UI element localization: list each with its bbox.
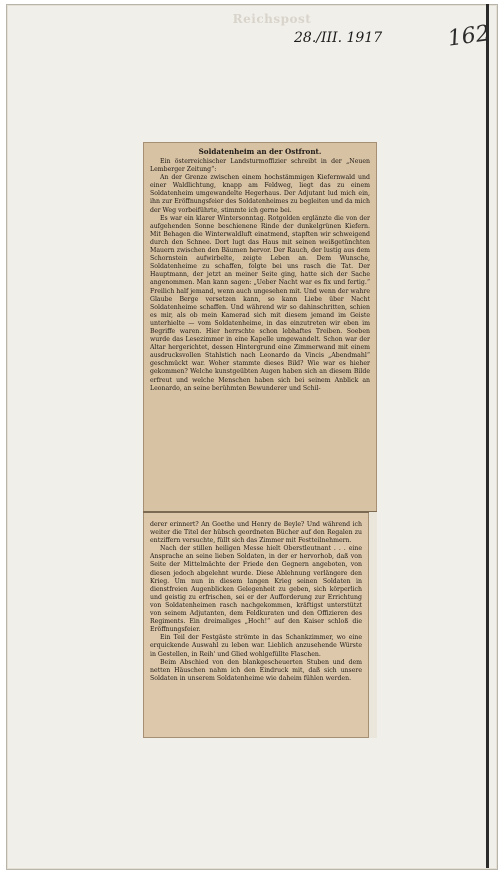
article-paragraph: An der Grenze zwischen einem hochstämmigen Kiefernwald und einer Waldlichtung, knapp am Feldweg, liegt das zu einem Soldatenheim umgewandelte Hegerhaus. Der Adjutant lud mich ein, ihn zur Eröffnungsfeier des Soldatenheimes zu begleiten und da mich der Weg vorbeiführte, stimmte ich gerne bei. bbox=[150, 174, 370, 214]
newspaper-clipping-lower bbox=[143, 512, 369, 738]
clipping-cut-line bbox=[143, 511, 377, 513]
article-paragraph: Beim Abschied von den blankgescheuerten Stuben und dem netten Häuschen nahm ich den Eindruck mit, daß sich unsere Soldaten in unserem Soldatenheime wie daheim fühlen werden. bbox=[150, 658, 362, 682]
article-paragraph: derer erinnert? An Goethe und Henry de Beyle? Und während ich weiter die Titel der hübsch geordneten Bücher auf den Regalen zu entziffern versuchte, füllt sich das Zimmer mit Festteilnehmern. bbox=[150, 521, 362, 545]
article-headline: Soldatenheim an der Ostfront. bbox=[198, 147, 322, 156]
handwritten-date: 28./III. 1917 bbox=[294, 30, 383, 46]
article-paragraph: Es war ein klarer Wintersonntag. Rotgolden erglänzte die von der aufgehenden Sonne beschienene Rinde der dunkelgrünen Kiefern. Mit Behagen die Winterwaldluft einatmend, stapften wir schweigend durch den Schnee. Dort lugt das Haus mit seinen weißgetünchten Mauern zwischen den Bäumen hervor. Der Rauch, der lustig aus dem Schornstein aufwirbelte, zeigte Leben an. Dem Wunsche, Soldatenheime zu schaffen, folgte bei uns rasch die Tat. Der Hauptmann, der jetzt an meiner Seite ging, hatte sich der Sache angenommen. Man kann sagen: „Ueber Nacht war es fix und fertig.“ Freilich half jemand, wenn auch ungesehen mit. Und wenn der wahre Glaube Berge versetzen kann, so kann Liebe über Nacht Soldatenheime schaffen. Und während wir so dahinschritten, schien es mir, als ob mein Kamerad sich mit diesem jemand im Geiste unterhielte — vom Soldatenheime, in das einzutreten wir eben im Begriffe waren. Hier herrschte schon lebhaftes Treiben. Soeben wurde das Lesezimmer in eine Kapelle umgewandelt. Schon war der Altar hergerichtet, dessen Hintergrund eine Zimmerwand mit einem ausdrucksvollen Stahlstich nach Leonardo da Vincis „Abendmahl“ geschmückt war. Woher stammte dieses Bild? Wie war es hieher gekommen? Welche kunstgeübten Augen haben sich an diesem Bilde erfreut und welche Menschen haben sich bei seinem Anblick an Leonardo, an seine berühmten Bewunderer und Schil- bbox=[150, 214, 370, 392]
article-paragraph: Ein Teil der Festgäste strömte in das Schankzimmer, wo eine erquickende Auswahl zu leben war. Lieblich anzusehende Würste in Gestellen, in Reih' und Glied wohlgefüllte Flaschen. bbox=[150, 634, 362, 658]
article-paragraph: Ein österreichischer Landsturmoffizier schreibt in der „Neuen Lemberger Zeitung“: bbox=[150, 158, 370, 174]
newspaper-stamp: Reichspost bbox=[232, 12, 312, 26]
article-paragraph: Nach der stillen heiligen Messe hielt Oberstleutnant . . . eine Ansprache an seine lieben Soldaten, in der er hervorhob, daß von Seite der Mittelmächte der Friede den Gegnern angeboten, von diesen jedoch abgelehnt wurde. Diese Ablehnung verlängere den Krieg. Um nun in diesem langen Krieg seinen Soldaten in dienstfreien Augenblicken Gelegenheit zu geben, sich körperlich und geistig zu erfrischen, sei er der Aufforderung zur Errichtung von Soldatenheimen rasch nachgekommen, kräftigst unterstützt von seinem Adjutanten, dem Feldkuraten und den Offizieren des Regiments. Ein dreimaliges „Hoch!“ auf den Kaiser schloß die Eröffnungsfeier. bbox=[150, 545, 362, 634]
folio-number: 162 bbox=[446, 21, 492, 52]
newspaper-clipping-upper bbox=[143, 142, 377, 512]
sheet-edge-shadow bbox=[486, 4, 489, 868]
clipping-shadow bbox=[369, 512, 377, 738]
